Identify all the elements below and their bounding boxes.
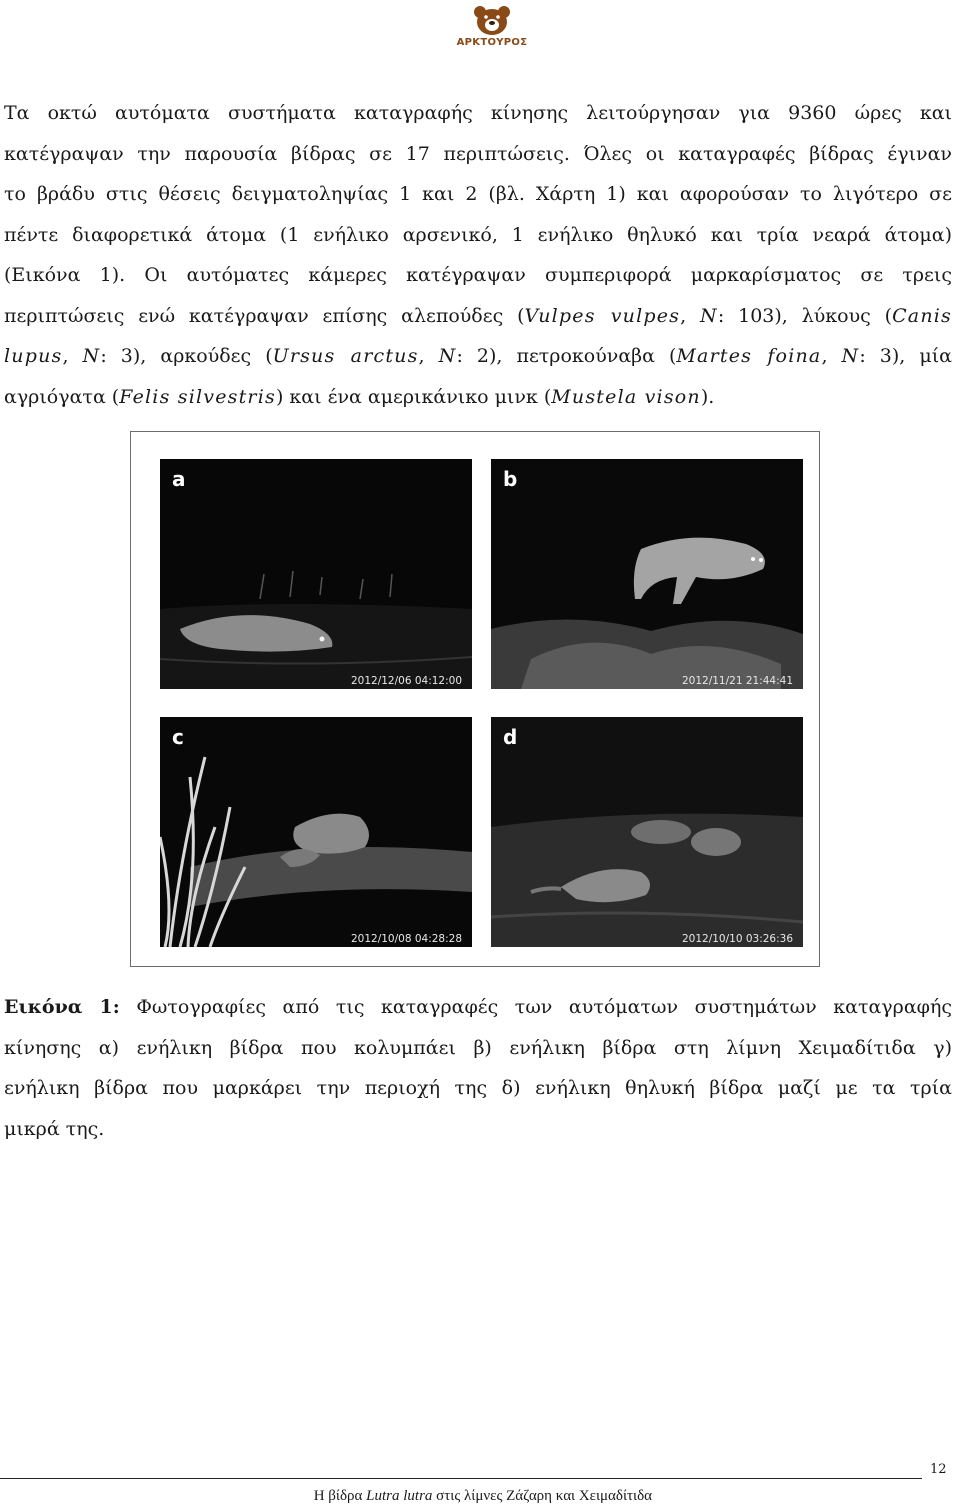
camera-timestamp: 2012/12/06 04:12:00 xyxy=(350,675,462,687)
text-run: : 3), αρκούδες ( xyxy=(100,345,273,367)
photo-panel-d xyxy=(491,717,803,947)
species-name: Vulpes vulpes xyxy=(524,304,681,327)
running-footer xyxy=(0,1488,922,1505)
body-line: πέντε διαφορετικά άτομα (1 ενήλικο αρσενικό, 1 ενήλικο θηλυκό και τρία νεαρά άτομα) xyxy=(4,223,952,246)
body-line: Τα οκτώ αυτόματα συστήματα καταγραφής κίνησης λειτούργησαν για 9360 ώρες και xyxy=(4,102,952,124)
bear-head-icon xyxy=(472,4,512,36)
count-symbol: N xyxy=(438,345,457,367)
species-name: Ursus arctus xyxy=(272,345,419,367)
species-name: Martes foina xyxy=(676,345,822,367)
photo-panel-c xyxy=(160,717,472,947)
logo-text: ΑΡΚΤΟΥΡΟΣ xyxy=(456,37,528,48)
caption-label: Εικόνα 1: xyxy=(4,996,120,1018)
text-run: ) και ένα αμερικάνικο μινκ ( xyxy=(275,385,552,408)
caption-line: ενήλικη βίδρα που μαρκάρει την περιοχή της δ) ενήλικη θηλυκή βίδρα μαζί με τα τρία xyxy=(4,1077,952,1099)
text-run: , xyxy=(418,345,439,367)
text-run: ). xyxy=(700,385,715,408)
caption-line: κίνησης α) ενήλικη βίδρα που κολυμπάει β) ενήλικη βίδρα στη λίμνη Χειμαδίτιδα γ) xyxy=(4,1036,952,1059)
body-line xyxy=(4,377,952,418)
photo-panel-a xyxy=(160,459,472,689)
body-line xyxy=(4,296,952,337)
body-line xyxy=(4,336,952,377)
page-number: 12 xyxy=(930,1462,947,1477)
panel-letter: b xyxy=(503,467,518,491)
text-run: , xyxy=(821,345,842,367)
text-run: αγριόγατα ( xyxy=(4,385,120,408)
camera-timestamp: 2012/11/21 21:44:41 xyxy=(681,675,793,687)
text-run: : 103), λύκους ( xyxy=(717,304,893,327)
camera-timestamp: 2012/10/10 03:26:36 xyxy=(681,933,793,945)
figure-caption xyxy=(4,987,952,1149)
panel-letter: c xyxy=(172,725,184,749)
text-run: : 3), μία xyxy=(859,345,952,367)
count-symbol: N xyxy=(841,345,860,367)
figure-1 xyxy=(130,431,820,967)
body-paragraph xyxy=(4,93,952,417)
text-run: στις λίμνες Ζάζαρη και Χειμαδίτιδα xyxy=(432,1488,652,1504)
count-symbol: N xyxy=(700,304,718,327)
photo-panel-b xyxy=(491,459,803,689)
species-name: Felis silvestris xyxy=(119,385,276,408)
text-run: , xyxy=(680,304,701,327)
text-run: Φωτογραφίες από τις καταγραφές των αυτόματων συστημάτων καταγραφής xyxy=(119,996,952,1018)
species-name: Mustela vison xyxy=(551,385,701,408)
text-run: : 2), πετροκούναβα ( xyxy=(456,345,677,367)
text-run: Η βίδρα xyxy=(313,1488,367,1504)
caption-line xyxy=(4,987,952,1028)
text-run: , xyxy=(62,345,83,367)
count-symbol: N xyxy=(82,345,101,367)
species-name: Lutra lutra xyxy=(366,1488,433,1504)
body-line: (Εικόνα 1). Οι αυτόματες κάμερες κατέγραψαν συμπεριφορά μαρκαρίσματος σε τρεις xyxy=(4,264,952,286)
panel-letter: d xyxy=(503,725,518,749)
species-name: lupus xyxy=(4,345,63,367)
text-run: περιπτώσεις ενώ κατέγραψαν επίσης αλεπούδες ( xyxy=(4,304,525,327)
caption-line: μικρά της. xyxy=(4,1117,105,1140)
body-line: κατέγραψαν την παρουσία βίδρας σε 17 περιπτώσεις. Όλες οι καταγραφές βίδρας έγιναν xyxy=(4,142,952,165)
camera-timestamp: 2012/10/08 04:28:28 xyxy=(350,933,462,945)
species-name: Canis xyxy=(892,304,952,327)
publisher-logo xyxy=(436,4,548,56)
body-line: το βράδυ στις θέσεις δειγματοληψίας 1 και 2 (βλ. Χάρτη 1) και αφορούσαν το λιγότερο σε xyxy=(4,183,952,205)
footer-rule xyxy=(0,1478,922,1479)
panel-letter: a xyxy=(172,467,186,491)
